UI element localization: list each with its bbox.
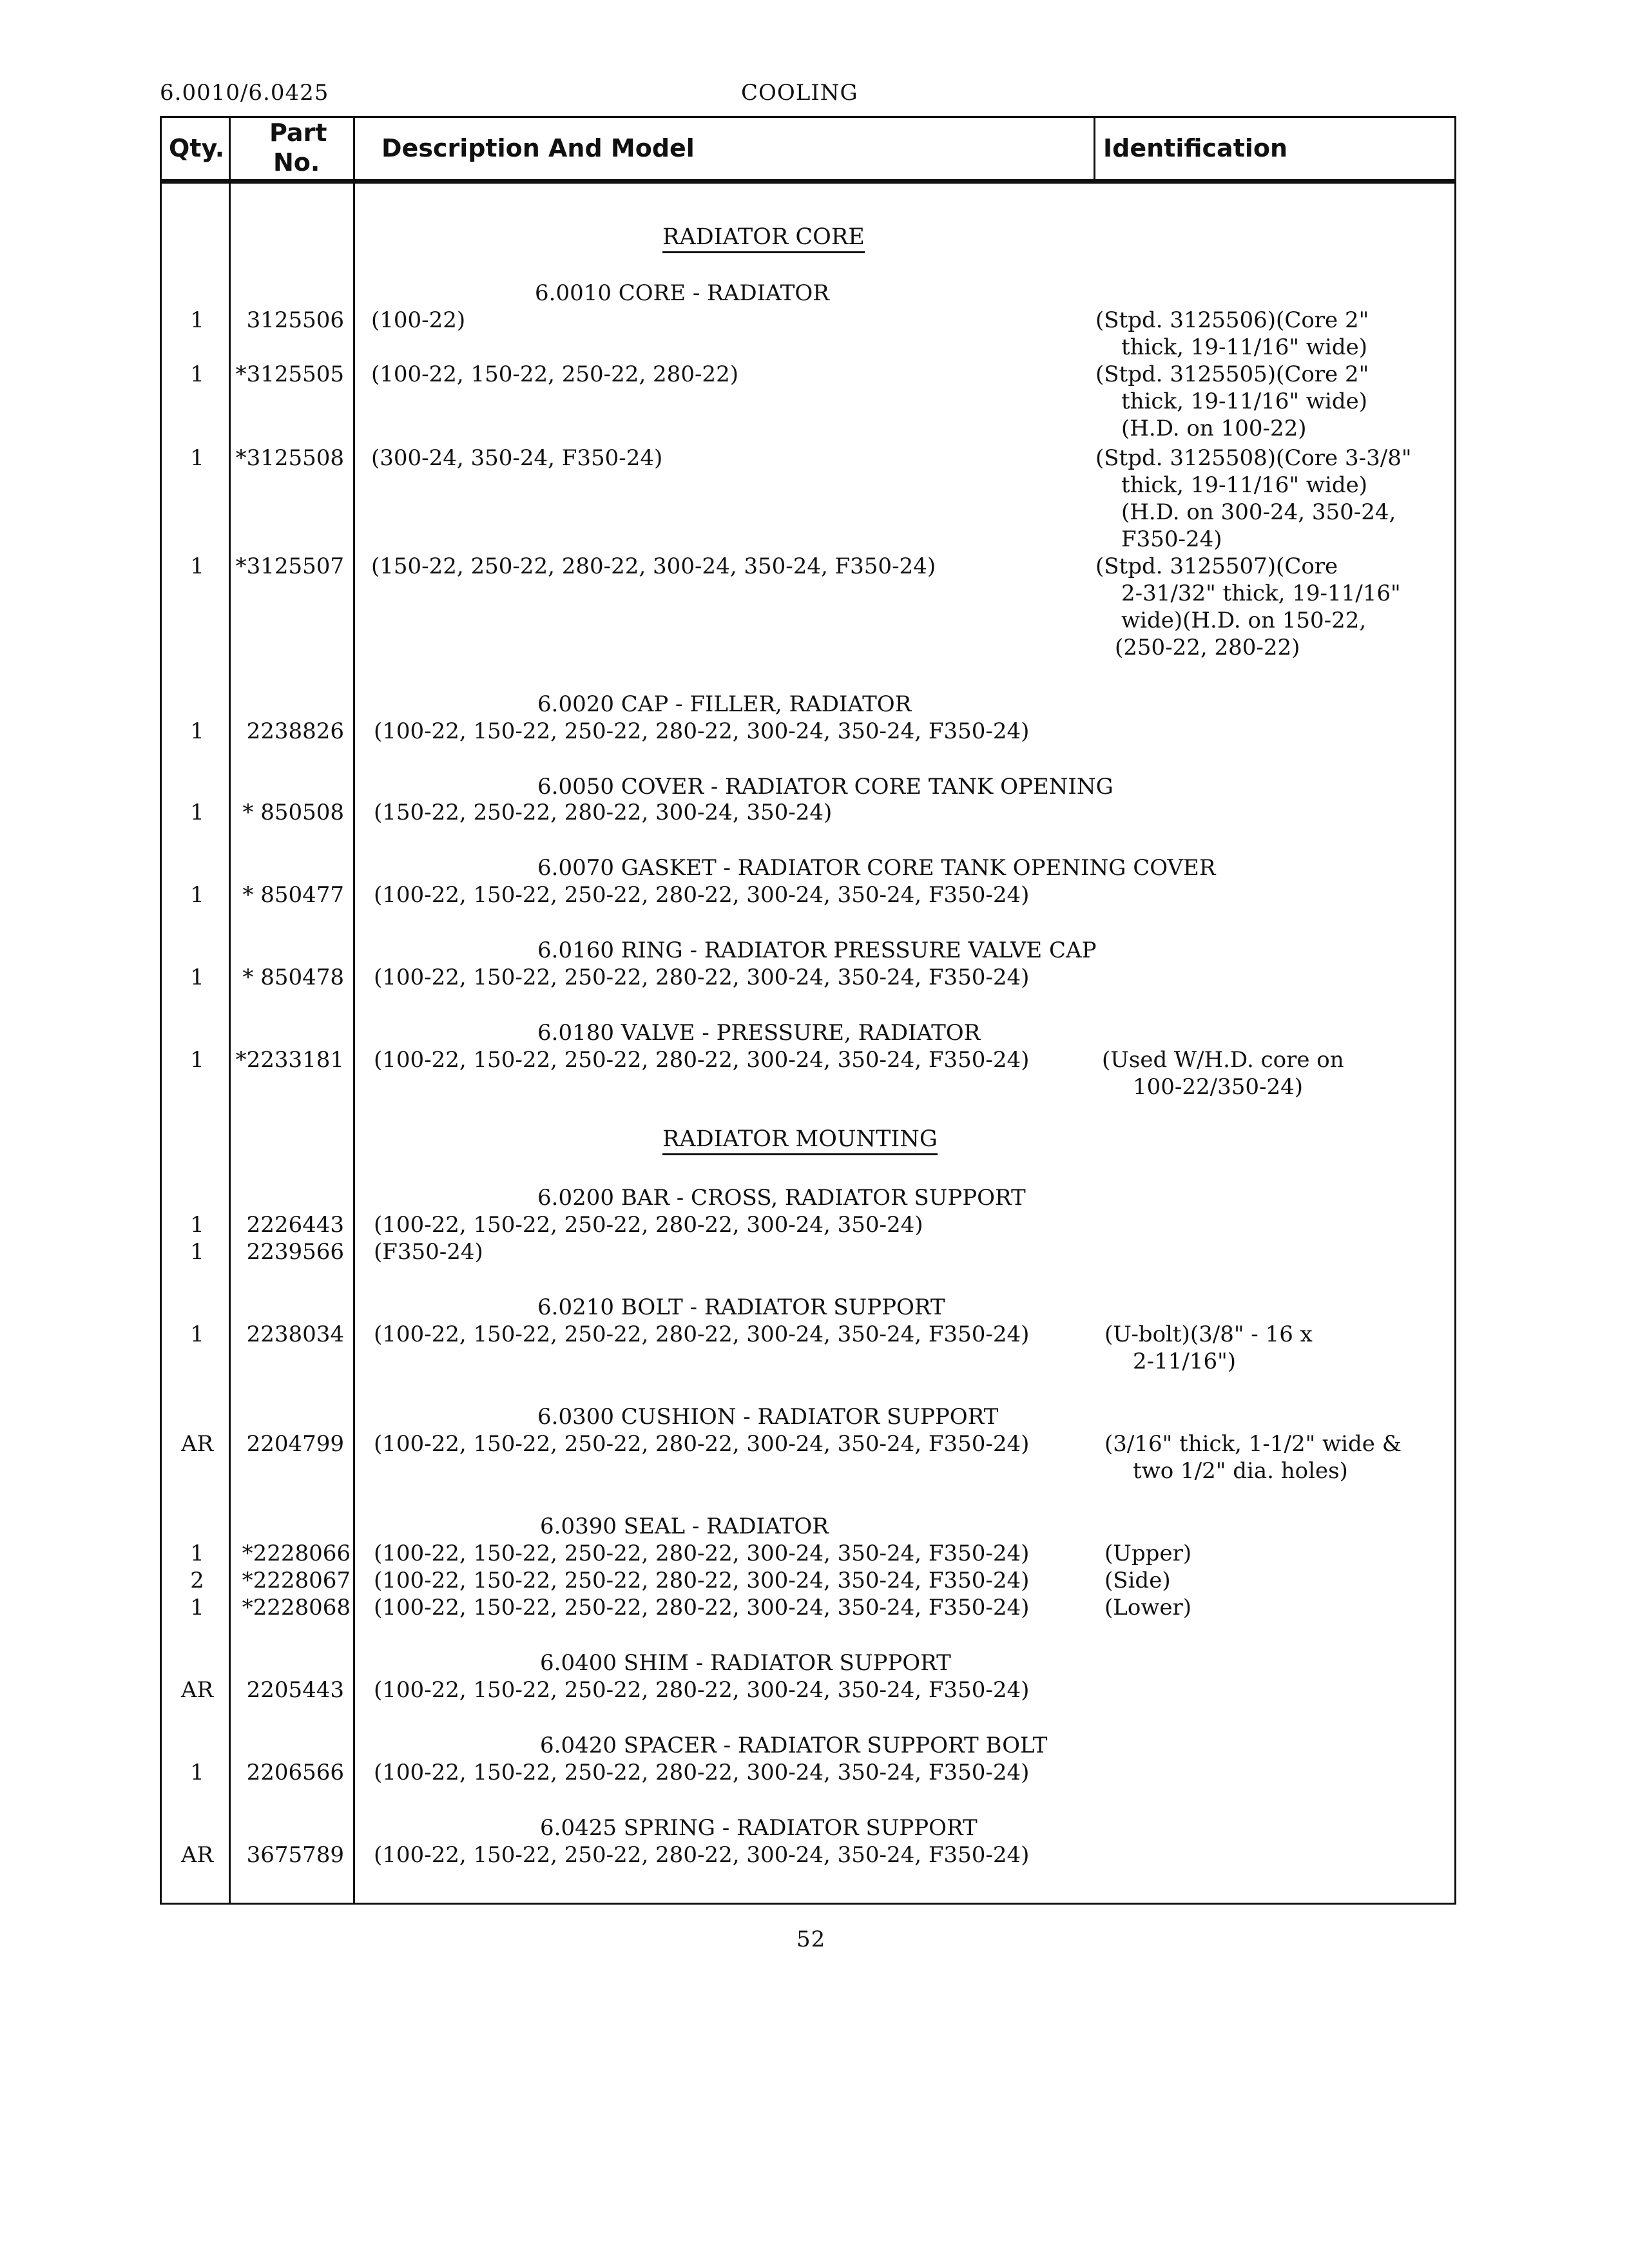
row-identification: two 1/2" dia. holes) bbox=[1133, 1458, 1348, 1484]
row-description: (100-22, 150-22, 250-22, 280-22, 300-24, 350-24, F350-24) bbox=[374, 1842, 1030, 1868]
item-heading: 6.0070 GASKET - RADIATOR CORE TANK OPENING COVER bbox=[537, 855, 1216, 881]
row-part-number: *3125507 bbox=[235, 553, 344, 579]
item-heading: 6.0400 SHIM - RADIATOR SUPPORT bbox=[540, 1650, 951, 1676]
item-heading: 6.0160 RING - RADIATOR PRESSURE VALVE CAP bbox=[537, 937, 1097, 963]
row-identification: (Side) bbox=[1104, 1568, 1171, 1593]
row-part-number: 2205443 bbox=[246, 1677, 344, 1703]
row-part-number: 2226443 bbox=[246, 1212, 344, 1238]
row-qty: 1 bbox=[190, 1321, 204, 1347]
row-identification: wide)(H.D. on 150-22, bbox=[1121, 608, 1367, 633]
row-identification: (H.D. on 100-22) bbox=[1121, 416, 1307, 441]
row-description: (150-22, 250-22, 280-22, 300-24, 350-24, F350-24) bbox=[371, 553, 936, 579]
row-identification: 100-22/350-24) bbox=[1133, 1074, 1304, 1100]
row-description: (100-22, 150-22, 250-22, 280-22, 300-24, 350-24, F350-24) bbox=[374, 1568, 1030, 1593]
row-description: (100-22, 150-22, 250-22, 280-22, 300-24, 350-24, F350-24) bbox=[374, 965, 1030, 990]
page-number: 52 bbox=[796, 1927, 826, 1952]
item-heading: 6.0425 SPRING - RADIATOR SUPPORT bbox=[540, 1815, 978, 1841]
row-qty: 1 bbox=[190, 1212, 204, 1238]
row-qty: 1 bbox=[190, 1239, 204, 1265]
row-qty: AR bbox=[180, 1431, 214, 1457]
row-description: (100-22, 150-22, 250-22, 280-22, 300-24, 350-24, F350-24) bbox=[374, 718, 1030, 744]
row-qty: 1 bbox=[190, 307, 204, 333]
item-heading: 6.0050 COVER - RADIATOR CORE TANK OPENING bbox=[537, 774, 1113, 800]
row-description: (100-22) bbox=[371, 307, 466, 333]
row-identification: (3/16" thick, 1-1/2" wide & bbox=[1104, 1431, 1402, 1457]
row-part-number: 2239566 bbox=[246, 1239, 344, 1265]
row-qty: 2 bbox=[190, 1568, 204, 1593]
row-qty: 1 bbox=[190, 965, 204, 990]
column-header-part-line2: No. bbox=[273, 148, 320, 177]
row-qty: 1 bbox=[190, 553, 204, 579]
page-reference: 6.0010/6.0425 bbox=[160, 80, 329, 106]
row-part-number: *2228068 bbox=[242, 1595, 351, 1620]
row-qty: AR bbox=[180, 1842, 214, 1868]
row-part-number: 2238034 bbox=[246, 1321, 344, 1347]
row-description: (100-22, 150-22, 250-22, 280-22, 300-24, 350-24) bbox=[374, 1212, 923, 1238]
row-identification: 2-11/16") bbox=[1133, 1349, 1237, 1374]
part-column-divider bbox=[353, 116, 355, 1905]
column-header-description: Description And Model bbox=[381, 134, 695, 162]
item-heading: 6.0420 SPACER - RADIATOR SUPPORT BOLT bbox=[540, 1733, 1048, 1758]
row-description: (100-22, 150-22, 250-22, 280-22, 300-24, 350-24, F350-24) bbox=[374, 1677, 1030, 1703]
row-description: (150-22, 250-22, 280-22, 300-24, 350-24) bbox=[374, 800, 833, 825]
row-description: (100-22, 150-22, 250-22, 280-22, 300-24, 350-24, F350-24) bbox=[374, 1431, 1030, 1457]
row-part-number: * 850477 bbox=[242, 882, 344, 908]
row-identification: F350-24) bbox=[1121, 526, 1222, 552]
row-description: (100-22, 150-22, 250-22, 280-22, 300-24, 350-24, F350-24) bbox=[374, 1047, 1030, 1073]
item-heading: 6.0020 CAP - FILLER, RADIATOR bbox=[537, 691, 912, 717]
item-heading: 6.0210 BOLT - RADIATOR SUPPORT bbox=[537, 1294, 945, 1320]
row-identification: (Stpd. 3125508)(Core 3-3/8" bbox=[1095, 445, 1412, 471]
row-description: (300-24, 350-24, F350-24) bbox=[371, 445, 663, 471]
row-qty: 1 bbox=[190, 882, 204, 908]
row-description: (100-22, 150-22, 250-22, 280-22, 300-24, 350-24, F350-24) bbox=[374, 882, 1030, 908]
item-heading: 6.0010 CORE - RADIATOR bbox=[535, 280, 829, 306]
row-identification: (Stpd. 3125506)(Core 2" bbox=[1095, 307, 1369, 333]
row-identification: (Stpd. 3125505)(Core 2" bbox=[1095, 361, 1369, 387]
item-heading: 6.0180 VALVE - PRESSURE, RADIATOR bbox=[537, 1020, 981, 1046]
column-header-identification: Identification bbox=[1103, 134, 1288, 162]
row-qty: AR bbox=[180, 1677, 214, 1703]
row-part-number: * 850478 bbox=[242, 965, 344, 990]
row-qty: 1 bbox=[190, 800, 204, 825]
row-qty: 1 bbox=[190, 1047, 204, 1073]
row-part-number: 2238826 bbox=[246, 718, 344, 744]
row-part-number: 2206566 bbox=[246, 1760, 344, 1785]
row-part-number: *3125508 bbox=[235, 445, 344, 471]
item-heading: 6.0300 CUSHION - RADIATOR SUPPORT bbox=[537, 1404, 999, 1430]
row-identification: (Stpd. 3125507)(Core bbox=[1095, 553, 1338, 579]
section-heading: COOLING bbox=[741, 80, 858, 106]
row-identification: thick, 19-11/16" wide) bbox=[1121, 389, 1368, 414]
row-part-number: *2228067 bbox=[242, 1568, 351, 1593]
row-identification: 2-31/32" thick, 19-11/16" bbox=[1121, 581, 1401, 606]
row-part-number: 2204799 bbox=[246, 1431, 344, 1457]
row-part-number: *2233181 bbox=[235, 1047, 344, 1073]
column-header-part-line1: Part bbox=[269, 119, 327, 147]
row-identification: (250-22, 280-22) bbox=[1115, 635, 1300, 660]
row-description: (100-22, 150-22, 250-22, 280-22, 300-24, 350-24, F350-24) bbox=[374, 1321, 1030, 1347]
row-identification: (Upper) bbox=[1104, 1541, 1192, 1566]
row-identification: thick, 19-11/16" wide) bbox=[1121, 334, 1368, 360]
column-header-qty: Qty. bbox=[169, 134, 225, 162]
row-identification: thick, 19-11/16" wide) bbox=[1121, 472, 1368, 498]
row-qty: 1 bbox=[190, 1595, 204, 1620]
row-qty: 1 bbox=[190, 718, 204, 744]
row-description: (100-22, 150-22, 250-22, 280-22, 300-24, 350-24, F350-24) bbox=[374, 1541, 1030, 1566]
row-identification: (U-bolt)(3/8" - 16 x bbox=[1104, 1321, 1313, 1347]
item-heading: 6.0200 BAR - CROSS, RADIATOR SUPPORT bbox=[537, 1185, 1026, 1211]
row-description: (100-22, 150-22, 250-22, 280-22, 300-24, 350-24, F350-24) bbox=[374, 1595, 1030, 1620]
row-identification: (Used W/H.D. core on bbox=[1102, 1047, 1344, 1073]
row-qty: 1 bbox=[190, 1760, 204, 1785]
item-heading: 6.0390 SEAL - RADIATOR bbox=[540, 1514, 829, 1539]
section-title-radiator-core: RADIATOR CORE bbox=[662, 224, 865, 253]
row-qty: 1 bbox=[190, 445, 204, 471]
identification-column-divider bbox=[1094, 116, 1095, 182]
row-qty: 1 bbox=[190, 1541, 204, 1566]
row-part-number: 3125506 bbox=[246, 307, 344, 333]
row-description: (100-22, 150-22, 250-22, 280-22, 300-24, 350-24, F350-24) bbox=[374, 1760, 1030, 1785]
row-description: (F350-24) bbox=[374, 1239, 483, 1265]
row-description: (100-22, 150-22, 250-22, 280-22) bbox=[371, 361, 738, 387]
row-part-number: * 850508 bbox=[242, 800, 344, 825]
row-identification: (H.D. on 300-24, 350-24, bbox=[1121, 499, 1396, 525]
row-qty: 1 bbox=[190, 361, 204, 387]
row-part-number: *3125505 bbox=[235, 361, 344, 387]
section-title-radiator-mounting: RADIATOR MOUNTING bbox=[662, 1126, 938, 1155]
row-identification: (Lower) bbox=[1104, 1595, 1192, 1620]
row-part-number: *2228066 bbox=[242, 1541, 351, 1566]
row-part-number: 3675789 bbox=[246, 1842, 344, 1868]
